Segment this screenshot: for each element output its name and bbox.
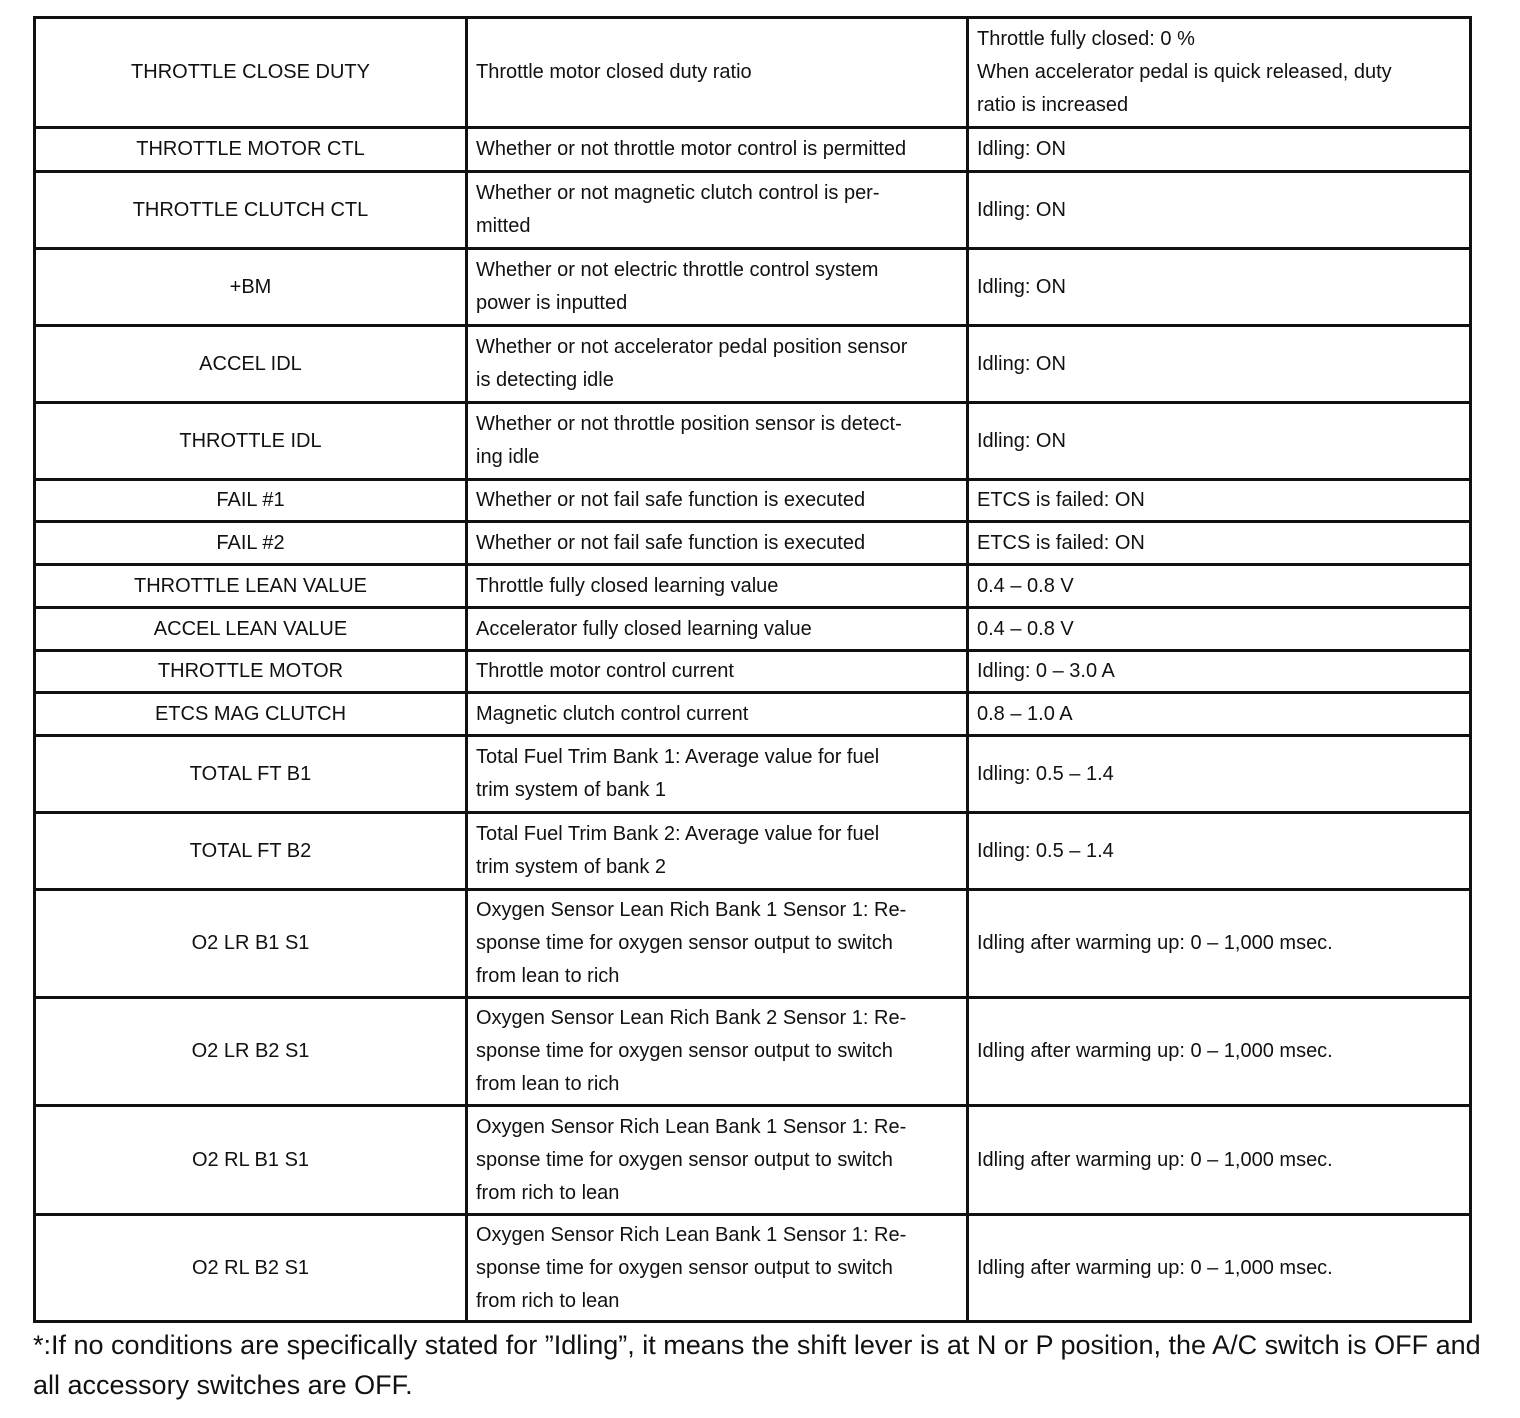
- description-line: Oxygen Sensor Lean Rich Bank 1 Sensor 1: Re-: [476, 899, 907, 921]
- description-line: Oxygen Sensor Lean Rich Bank 2 Sensor 1: Re-: [476, 1007, 907, 1029]
- description-line: sponse time for oxygen sensor output to switch: [476, 932, 893, 954]
- condition-cell: [968, 326, 1471, 403]
- description-cell: [467, 480, 968, 522]
- condition-cell: [968, 172, 1471, 249]
- condition-cell: [968, 480, 1471, 522]
- description-line: Whether or not fail safe function is executed: [476, 489, 866, 511]
- table-row: [35, 172, 1471, 249]
- condition-line: 0.4 – 0.8 V: [977, 574, 1074, 597]
- description-cell: [467, 403, 968, 480]
- condition-line: 0.4 – 0.8 V: [977, 617, 1074, 640]
- description-line: Whether or not throttle position sensor is detect-: [476, 413, 902, 435]
- description-line: Total Fuel Trim Bank 1: Average value for fuel: [476, 746, 880, 768]
- item-cell: FAIL #1: [35, 480, 467, 522]
- table-row: [35, 128, 1471, 172]
- item-cell: THROTTLE CLUTCH CTL: [35, 172, 467, 249]
- footnote: *:If no conditions are specifically stated for ”Idling”, it means the shift lever is at N or P position, the A/C switch is OFF and all accessory switches are OFF.: [33, 1330, 1481, 1400]
- description-cell: [467, 998, 968, 1106]
- condition-cell: [968, 651, 1471, 693]
- description-line: from lean to rich: [476, 1073, 620, 1095]
- condition-cell: [968, 693, 1471, 736]
- condition-line: ETCS is failed: ON: [977, 531, 1145, 554]
- description-line: from lean to rich: [476, 965, 620, 987]
- condition-line: Idling after warming up: 0 – 1,000 msec.: [977, 1256, 1333, 1279]
- table-row: [35, 480, 1471, 522]
- condition-line: 0.8 – 1.0 A: [977, 702, 1073, 725]
- description-line: from rich to lean: [476, 1181, 620, 1204]
- description-cell: [467, 249, 968, 326]
- description-line: Whether or not fail safe function is executed: [476, 531, 866, 554]
- item-cell: THROTTLE IDL: [35, 403, 467, 480]
- table-row: [35, 249, 1471, 326]
- condition-line: Idling: ON: [977, 198, 1066, 221]
- description-line: Whether or not electric throttle control system: [476, 259, 879, 281]
- description-cell: [467, 651, 968, 693]
- item-cell: ACCEL IDL: [35, 326, 467, 403]
- item-cell: THROTTLE CLOSE DUTY: [35, 18, 467, 128]
- table-row: [35, 18, 1471, 128]
- item-cell: O2 LR B1 S1: [35, 890, 467, 998]
- condition-cell: [968, 890, 1471, 998]
- table-row: [35, 813, 1471, 890]
- condition-cell: [968, 403, 1471, 480]
- description-cell: [467, 1106, 968, 1215]
- condition-cell: [968, 18, 1471, 128]
- description-cell: [467, 172, 968, 249]
- table-row: [35, 326, 1471, 403]
- table-row: [35, 998, 1471, 1106]
- condition-line: Idling: ON: [977, 138, 1066, 160]
- table-row: [35, 736, 1471, 813]
- description-line: Throttle motor control current: [476, 660, 734, 682]
- item-cell: +BM: [35, 249, 467, 326]
- condition-cell: [968, 813, 1471, 890]
- description-line: Whether or not throttle motor control is permitted: [476, 138, 907, 160]
- item-cell: O2 RL B2 S1: [35, 1215, 467, 1322]
- description-cell: [467, 1215, 968, 1322]
- condition-line: ratio is increased: [977, 94, 1129, 116]
- description-cell: [467, 608, 968, 651]
- description-line: power is inputted: [476, 292, 628, 314]
- table-row: [35, 403, 1471, 480]
- table-body: [35, 18, 1471, 1322]
- condition-line: Idling: ON: [977, 275, 1066, 298]
- description-line: ing idle: [476, 446, 540, 468]
- table-row: [35, 1106, 1471, 1215]
- description-line: is detecting idle: [476, 369, 614, 391]
- description-cell: [467, 890, 968, 998]
- description-line: sponse time for oxygen sensor output to switch: [476, 1148, 893, 1171]
- description-line: Whether or not magnetic clutch control is per-: [476, 182, 880, 204]
- description-line: sponse time for oxygen sensor output to switch: [476, 1256, 893, 1279]
- condition-cell: [968, 736, 1471, 813]
- description-cell: [467, 128, 968, 172]
- description-line: Oxygen Sensor Rich Lean Bank 1 Sensor 1: Re-: [476, 1223, 907, 1246]
- item-cell: TOTAL FT B2: [35, 813, 467, 890]
- condition-line: Idling: ON: [977, 429, 1066, 452]
- item-cell: ACCEL LEAN VALUE: [35, 608, 467, 651]
- condition-cell: [968, 1215, 1471, 1322]
- description-cell: [467, 565, 968, 608]
- description-line: sponse time for oxygen sensor output to switch: [476, 1040, 893, 1062]
- condition-line: Idling after warming up: 0 – 1,000 msec.: [977, 1148, 1333, 1171]
- table-row: [35, 608, 1471, 651]
- description-cell: [467, 326, 968, 403]
- description-line: Throttle fully closed learning value: [476, 574, 779, 597]
- description-line: Whether or not accelerator pedal position sensor: [476, 336, 908, 358]
- table-row: [35, 693, 1471, 736]
- condition-line: Throttle fully closed: 0 %: [977, 28, 1195, 50]
- item-cell: TOTAL FT B1: [35, 736, 467, 813]
- item-cell: O2 LR B2 S1: [35, 998, 467, 1106]
- description-cell: [467, 813, 968, 890]
- description-line: Total Fuel Trim Bank 2: Average value for fuel: [476, 823, 880, 845]
- item-cell: THROTTLE LEAN VALUE: [35, 565, 467, 608]
- item-cell: O2 RL B1 S1: [35, 1106, 467, 1215]
- description-cell: [467, 18, 968, 128]
- description-cell: [467, 693, 968, 736]
- condition-cell: [968, 249, 1471, 326]
- description-cell: [467, 736, 968, 813]
- condition-cell: [968, 522, 1471, 565]
- table-row: [35, 1215, 1471, 1322]
- condition-cell: [968, 608, 1471, 651]
- description-line: from rich to lean: [476, 1289, 620, 1312]
- condition-cell: [968, 1106, 1471, 1215]
- condition-line: When accelerator pedal is quick released, duty: [977, 61, 1392, 83]
- description-line: mitted: [476, 215, 531, 237]
- condition-line: Idling: 0 – 3.0 A: [977, 660, 1115, 682]
- description-cell: [467, 522, 968, 565]
- item-cell: FAIL #2: [35, 522, 467, 565]
- description-line: Throttle motor closed duty ratio: [476, 61, 752, 83]
- table-row: [35, 890, 1471, 998]
- item-cell: THROTTLE MOTOR CTL: [35, 128, 467, 172]
- condition-line: Idling: ON: [977, 352, 1066, 375]
- condition-line: Idling after warming up: 0 – 1,000 msec.: [977, 932, 1333, 954]
- condition-line: Idling after warming up: 0 – 1,000 msec.: [977, 1040, 1333, 1062]
- description-line: Accelerator fully closed learning value: [476, 617, 812, 640]
- condition-line: Idling: 0.5 – 1.4: [977, 839, 1114, 862]
- condition-cell: [968, 565, 1471, 608]
- condition-line: ETCS is failed: ON: [977, 489, 1145, 511]
- description-line: trim system of bank 1: [476, 779, 667, 801]
- condition-line: Idling: 0.5 – 1.4: [977, 762, 1114, 785]
- condition-cell: [968, 998, 1471, 1106]
- condition-cell: [968, 128, 1471, 172]
- description-line: Oxygen Sensor Rich Lean Bank 1 Sensor 1: Re-: [476, 1115, 907, 1138]
- table-row: [35, 522, 1471, 565]
- table-row: [35, 565, 1471, 608]
- data-list-table: [33, 16, 1472, 1323]
- item-cell: THROTTLE MOTOR: [35, 651, 467, 693]
- description-line: Magnetic clutch control current: [476, 702, 749, 725]
- item-cell: ETCS MAG CLUTCH: [35, 693, 467, 736]
- description-line: trim system of bank 2: [476, 856, 667, 878]
- table-row: [35, 651, 1471, 693]
